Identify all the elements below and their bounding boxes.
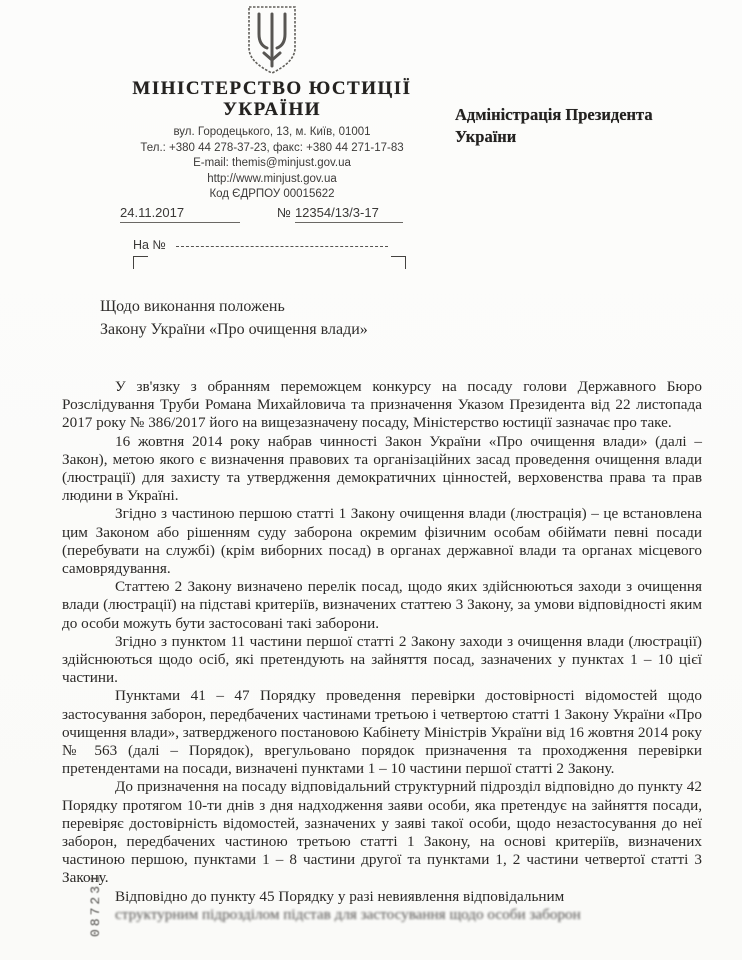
ministry-edrpou-code: Код ЄДРПОУ 00015622	[209, 188, 335, 200]
ministry-website: http://www.minjust.gov.ua	[207, 172, 337, 185]
body-paragraph: Статтею 2 Закону визначено перелік посад, щодо яких здійснюються заходи з очищення влади (люстрації) на підставі критеріїв, визначених статтею 3 Закону, за умови відповідності яким до особи можуть бути застосовані такі заборони.	[62, 578, 702, 632]
letter-number: 12354/13/3-17	[295, 205, 403, 223]
registration-stamp-number: 087231	[88, 872, 103, 937]
ministry-name	[100, 78, 444, 120]
fold-mark-left	[133, 256, 148, 269]
ukraine-trident-emblem-icon	[232, 4, 312, 76]
letter-body	[62, 378, 702, 924]
body-paragraph: Згідно з пунктом 11 частини першої статті 2 Закону заходи з очищення влади (люстрації) здійснюються щодо осіб, які претендують на зайняття посад, зазначених у пунктах 1 – 10 цієї частини.	[62, 632, 702, 687]
recipient-block	[455, 104, 695, 148]
ministry-email: E-mail: themis@minjust.gov.ua	[193, 157, 351, 169]
ministry-address: вул. Городецького, 13, м. Київ, 01001	[173, 126, 371, 138]
letter-date: 24.11.2017	[120, 205, 240, 223]
reply-to-row	[133, 238, 433, 252]
fold-mark-right	[391, 256, 406, 269]
recipient-line2: України	[455, 127, 517, 146]
reply-to-label: На №	[133, 238, 166, 252]
subject-line2: Закону України «Про очищення влади»	[100, 320, 368, 338]
body-paragraph: Пунктами 41 – 47 Порядку проведення перевірки достовірності відомостей щодо застосування заборон, передбачених частинами третьою і четвертою статті 1 Закону України «Про очищення влади», затвердженого постановою Кабінету Міністрів України від 16 жовтня 2014 року № 563 (далі – Порядок), врегульовано порядок призначення та проходження перевірки претендентами на посади, визначені пунктами 1 – 10 частини першої статті 2 Закону.	[62, 687, 702, 778]
ministry-name-line2: УКРАЇНИ	[222, 99, 322, 120]
body-paragraph: 16 жовтня 2014 року набрав чинності Закон України «Про очищення влади» (далі – Закон), метою якого є визначення правових та організаційних засад проведення очищення влади (люстрації) для захисту та утвердження демократичних цінностей, верховенства права та прав людини в Україні.	[62, 432, 702, 505]
letter-number-group	[277, 205, 403, 223]
ministry-contact-block	[100, 125, 444, 203]
subject-line1: Щодо виконання положень	[100, 298, 285, 315]
body-paragraph: Згідно з частиною першою статті 1 Закону очищення влади (люстрація) – це встановлена цим Законом або рішенням суду заборона окремим фізичним особам обіймати певні посади (перебувати на службі) (крім виборних посад) в органах державної влади та органах місцевого самоврядування.	[62, 505, 702, 578]
reply-to-blank-line	[176, 245, 388, 247]
body-paragraph: У зв'язку з обранням переможцем конкурсу на посаду голови Державного Бюро Розслідування Труби Романа Михайловича та призначення Указом Президента від 22 листопада 2017 року № 386/2017 його на вищезазначену посаду, Міністерство юстиції зазначає про таке.	[62, 378, 702, 432]
letterhead	[100, 4, 444, 203]
body-paragraph: До призначення на посаду відповідальний структурний підрозділ відповідно до пункту 42 Порядку протягом 10-ти днів з дня надходження заяви особи, яка претендує на зайняття посади, перевіряє достовірність відомостей, зазначених у заяві такої особи, щодо незастосування до неї заборон, передбачених частиною третьою статті 1 Закону, на основі критеріїв, визначених частиною першою, пунктами 1 – 8 частини другої та пунктами 1, 2 частини четвертої статті 3 Закону.	[62, 778, 702, 887]
number-sign: №	[277, 205, 291, 220]
recipient-line1: Адміністрація Президента	[455, 105, 653, 124]
body-paragraph: Відповідно до пункту 45 Порядку у разі невиявлення відповідальним	[115, 887, 565, 905]
body-paragraph-cutoff: структурним підрозділом підстав для застосування щодо особи заборон	[115, 905, 581, 923]
subject-block	[100, 296, 520, 341]
ministry-name-line1: МІНІСТЕРСТВО ЮСТИЦІЇ	[132, 78, 412, 99]
ministry-phone-fax: Тел.: +380 44 278-37-23, факс: +380 44 271-17-83	[140, 141, 404, 154]
reference-row	[120, 205, 440, 225]
